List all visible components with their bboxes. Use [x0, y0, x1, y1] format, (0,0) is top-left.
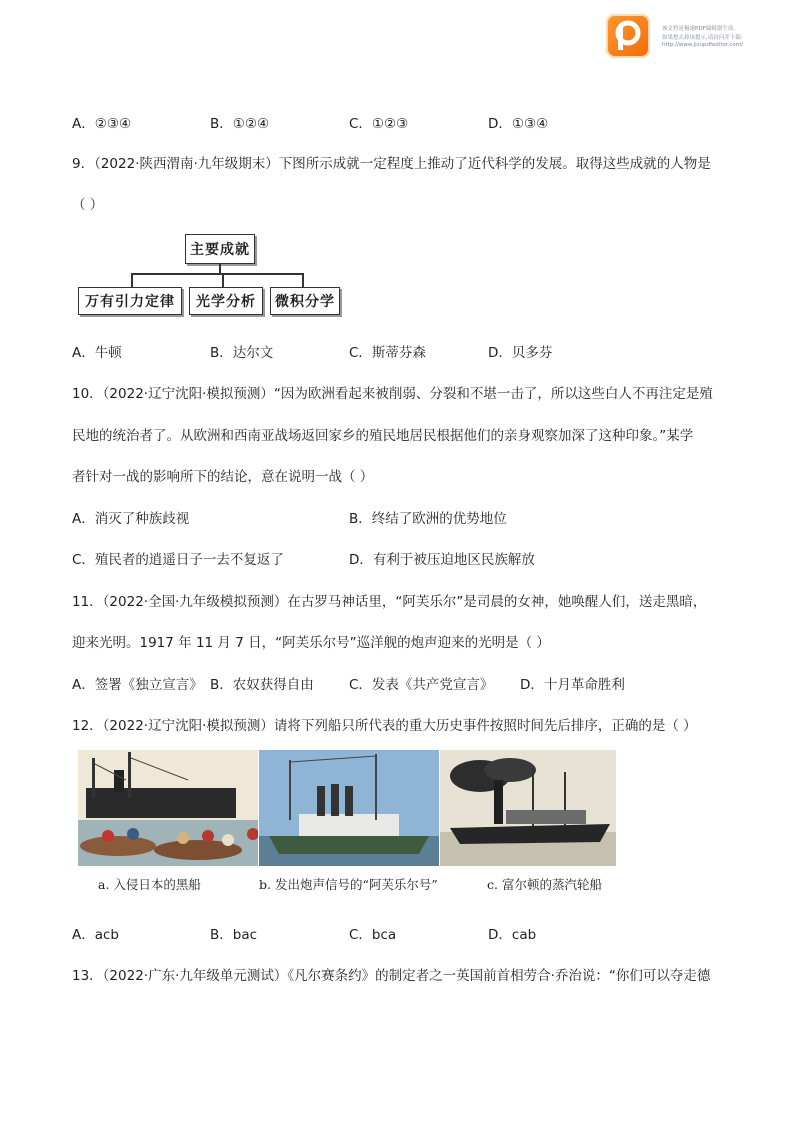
- q8-option-d[interactable]: D．①③④: [488, 116, 549, 132]
- diagram-child-gravitation: 万有引力定律: [78, 287, 182, 315]
- q11-option-b[interactable]: B．农奴获得自由: [210, 677, 314, 693]
- q12-option-c[interactable]: C．bca: [349, 927, 397, 943]
- diagram-connector: [131, 273, 133, 287]
- q8-option-b[interactable]: B．①②④: [210, 116, 270, 132]
- q10-option-d[interactable]: D．有利于被压迫地区民族解放: [349, 552, 535, 568]
- q11-option-d[interactable]: D．十月革命胜利: [520, 677, 625, 693]
- q8-option-c[interactable]: C．①②③: [349, 116, 409, 132]
- q9-option-d[interactable]: D．贝多芬: [488, 345, 553, 361]
- diagram-connector: [222, 273, 224, 287]
- watermark-link[interactable]: http://www.jisupdfeditor.com/: [662, 42, 743, 48]
- black-ship-image: [78, 750, 258, 866]
- q12-option-a[interactable]: A．acb: [72, 927, 119, 943]
- q10-option-b[interactable]: B．终结了欧洲的优势地位: [349, 511, 507, 527]
- fulton-steamboat-image: [440, 750, 616, 866]
- q10-option-a[interactable]: A．消灭了种族歧视: [72, 511, 190, 527]
- diagram-child-optics: 光学分析: [189, 287, 263, 315]
- q13-stem: 13．（2022·广东·九年级单元测试）《凡尔赛条约》的制定者之一英国前首相劳合·乔治说：“你们可以夺走德: [72, 968, 711, 984]
- watermark-line: 如果想去掉该提示,请访问并下载:: [662, 35, 743, 41]
- caption-b: b. 发出炮声信号的“阿芙乐尔号”: [259, 877, 438, 892]
- q9-stem: 9．（2022·陕西渭南·九年级期末）下图所示成就一定程度上推动了近代科学的发展。取得这些成就的人物是: [72, 156, 711, 172]
- q10-stem-cont: 民地的统治者了。从欧洲和西南亚战场返回家乡的殖民地居民根据他们的亲身观察加深了这种印象。”某学: [72, 428, 694, 444]
- q11-option-a[interactable]: A．签署《独立宣言》: [72, 677, 203, 693]
- q11-stem: 11．（2022·全国·九年级模拟预测）在古罗马神话里，“阿芙乐尔”是司晨的女神，她唤醒人们，送走黑暗，: [72, 594, 707, 610]
- q10-stem-cont: 者针对一战的影响所下的结论，意在说明一战（ ）: [72, 469, 374, 485]
- q8-option-a[interactable]: A．②③④: [72, 116, 132, 132]
- diagram-connector: [302, 273, 304, 287]
- diagram-child-calculus: 微积分学: [270, 287, 340, 315]
- q10-stem: 10．（2022·辽宁沈阳·模拟预测）“因为欧洲看起来被削弱、分裂和不堪一击了，所以这些白人不再注定是殖: [72, 386, 713, 402]
- q9-option-b[interactable]: B．达尔文: [210, 345, 274, 361]
- diagram-root: 主要成就: [185, 234, 255, 264]
- q12-option-b[interactable]: B．bac: [210, 927, 258, 943]
- q9-stem-cont: （ ）: [72, 197, 104, 213]
- q10-option-c[interactable]: C．殖民者的逍遥日子一去不复返了: [72, 552, 284, 568]
- q9-option-a[interactable]: A．牛顿: [72, 345, 122, 361]
- q11-stem-cont: 迎来光明。1917 年 11 月 7 日，“阿芙乐尔号”巡洋舰的炮声迎来的光明是（ ）: [72, 635, 550, 651]
- watermark-line: 该文档是极速PDF编辑器生成,: [662, 26, 735, 32]
- pdf-p-icon: [606, 14, 650, 58]
- caption-a: a. 入侵日本的黑船: [98, 877, 201, 892]
- q11-option-c[interactable]: C．发表《共产党宣言》: [349, 677, 494, 693]
- diagram-connector: [131, 273, 302, 275]
- caption-c: c. 富尔顿的蒸汽轮船: [487, 877, 602, 892]
- q9-option-c[interactable]: C．斯蒂芬森: [349, 345, 426, 361]
- watermark-logo: [606, 14, 650, 58]
- q12-stem: 12．（2022·辽宁沈阳·模拟预测）请将下列船只所代表的重大历史事件按照时间先后排序，正确的是（ ）: [72, 718, 697, 734]
- aurora-cruiser-image: [259, 750, 439, 866]
- q12-option-d[interactable]: D．cab: [488, 927, 537, 943]
